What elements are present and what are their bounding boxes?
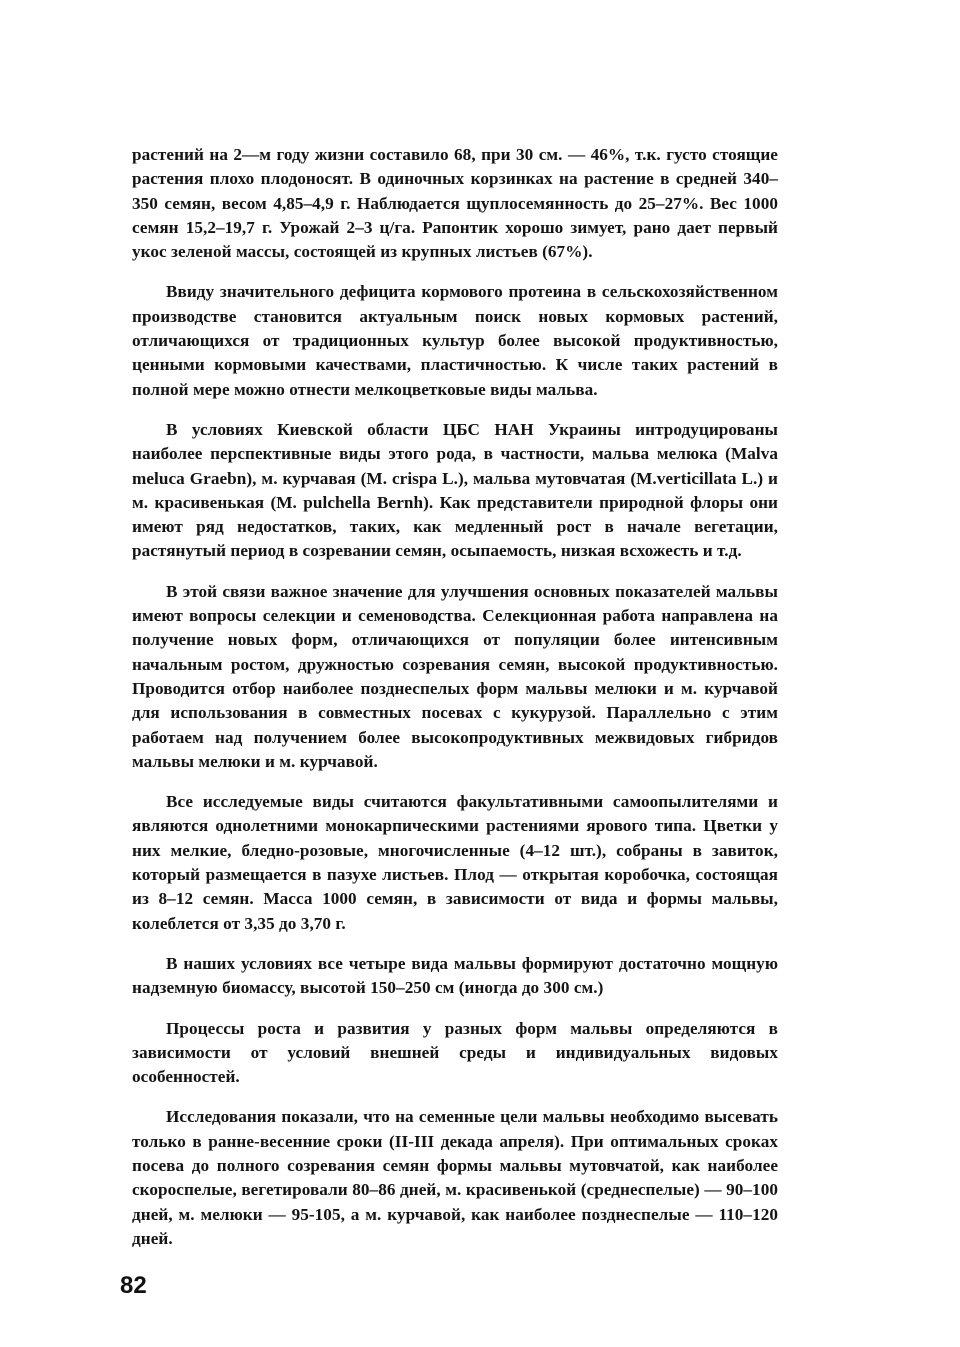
paragraph-5: Все исследуемые виды считаются факультативными самоопылителями и являются однолетними монокарпическими растениями ярового типа. Цветки у них мелкие, бледно-розовые, многочисленные (4–12 шт.), собраны в завиток, который размещается в пазухе листьев. Плод — открытая коробочка, состоящая из 8–12 семян. Масса 1000 семян, в зависимости от вида и формы мальвы, колеблется от 3,35 до 3,70 г. — [132, 792, 778, 933]
paragraph-2: Ввиду значительного дефицита кормового протеина в сельскохозяйственном производстве становится актуальным поиск новых кормовых растений, отличающихся от традиционных культур более высокой продуктивностью, ценными кормовыми качествами, пластичностью. К числе таких растений в полной мере можно отнести мелкоцветковые виды мальва. — [132, 282, 778, 399]
paragraph-3: В условиях Киевской области ЦБС НАН Украины интродуцированы наиболее перспективные виды этого рода, в частности, мальва мелюка (Malva meluca Graebn), м. курчавая (M. crispa L.), мальва мутовчатая (M.verticillata L.) и м. красивенькая (M. pulchella Bernh). Как представители природной флоры они имеют ряд недостатков, таких, как медленный рост в начале вегетации, растянутый период в созревании семян, осыпаемость, низкая всхожесть и т.д. — [132, 419, 778, 561]
page-number: 82 — [120, 1272, 147, 1299]
page-body — [132, 143, 778, 1267]
paragraph-8: Исследования показали, что на семенные цели мальвы необходимо высевать только в ранне-весенние сроки (II-III декада апреля). При оптимальных сроках посева до полного созревания семян формы мальвы мутовчатой, как наиболее скороспелые, вегетировали 80–86 дней, м. красивенькой (среднеспелые) — 90–100 дней, м. мелюки — 95-105, а м. курчавой, как наиболее позднеспелые — 110–120 дней. — [132, 1107, 778, 1248]
paragraph-6: В наших условиях все четыре вида мальвы формируют достаточно мощную надземную биомассу, высотой 150–250 см (иногда до 300 см.) — [132, 953, 778, 998]
paragraph-7: Процессы роста и развития у разных форм мальвы определяются в зависимости от условий внешней среды и индивидуальных видовых особенностей. — [132, 1018, 778, 1087]
paragraph-4: В этой связи важное значение для улучшения основных показателей мальвы имеют вопросы селекции и семеноводства. Селекционная работа направлена на получение новых форм, отличающихся от популяции более интенсивным начальным ростом, дружностью созревания семян, высокой продуктивностью. Проводится отбор наиболее позднеспелых форм мальвы мелюки и м. курчавой для использования в совместных посевах с кукурузой. Параллельно с этим работаем над получением более высокопродуктивных межвидовых гибридов мальвы мелюки и м. курчавой. — [132, 581, 778, 771]
paragraph-1: растений на 2—м году жизни составило 68, при 30 см. — 46%, т.к. густо стоящие растения плохо плодоносят. В одиночных корзинках на растение в средней 340–350 семян, весом 4,85–4,9 г. Наблюдается щуплосемянность до 25–27%. Вес 1000 семян 15,2–19,7 г. Урожай 2–3 ц/га. Рапонтик хорошо зимует, рано дает первый укос зеленой массы, состоящей из крупных листьев (67%). — [132, 145, 778, 262]
